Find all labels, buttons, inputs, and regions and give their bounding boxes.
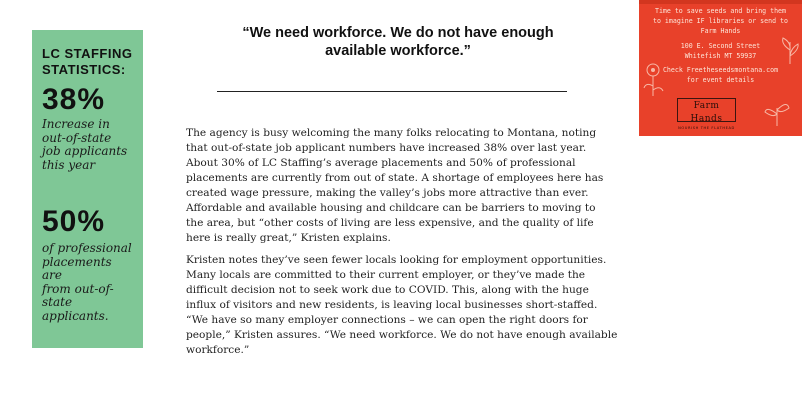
stat-desc-line: out-of-state	[42, 130, 112, 145]
text-line: Affordable and available housing and childcare can be barriers to moving to	[186, 202, 596, 214]
text-line: that out-of-state job applicant numbers have increased 38% over last year.	[186, 142, 587, 154]
ad-link-line[interactable]: Check Freetheseedsmontana.com	[662, 66, 779, 75]
stat-desc-line: of professional	[42, 241, 132, 255]
text-line: workforce.”	[186, 344, 250, 356]
ad-line: Time to save seeds and bring them	[654, 7, 786, 15]
ad-line: for event details	[686, 76, 755, 85]
stat-description-applicants	[42, 118, 135, 172]
text-line: Kristen notes they’ve seen fewer locals looking for employment opportunities.	[186, 254, 607, 266]
text-line: here is really great,” Kristen explains.	[186, 232, 391, 244]
text-line: “We have so many employer connections – we can open the right doors for	[186, 314, 588, 326]
stat-desc-line: applicants.	[42, 308, 109, 323]
ad-line: to imagine IF libraries or send to	[653, 17, 788, 26]
stat-value-placements: 50%	[42, 205, 106, 238]
stats-sidebar	[32, 30, 143, 348]
article-paragraph-2	[186, 253, 618, 358]
text-line: influx of visitors and new residents, is leaving local businesses short-staffed.	[186, 299, 598, 311]
ad-line: Farm Hands	[700, 27, 741, 36]
stat-desc-line: job applicants	[42, 144, 128, 158]
pull-quote-line1: “We need workforce. We do not have enough	[242, 25, 554, 41]
farm-hands-ad[interactable]	[639, 0, 802, 136]
stat-desc-line: from out-of-	[42, 281, 114, 296]
text-line: The agency is busy welcoming the many folks relocating to Montana, noting	[186, 127, 597, 139]
sprout-icon	[759, 96, 795, 128]
stats-title	[42, 46, 135, 78]
text-line: About 30% of LC Staffing’s average placements and 50% of professional	[186, 157, 576, 169]
text-line: the area, but “other costs of living are less expensive, and the quality of life	[186, 217, 594, 229]
article-body	[186, 126, 618, 358]
text-line: Many locals are committed to their current employer, or they’ve made the	[186, 269, 586, 281]
article-paragraph-1	[186, 126, 604, 246]
stat-desc-line: state	[42, 295, 73, 309]
stat-desc-line: this year	[42, 157, 96, 172]
logo-main-text: Farm Hands	[690, 101, 723, 124]
farm-hands-logo	[677, 98, 736, 130]
stats-title-line1: LC STAFFING	[42, 46, 133, 61]
stats-title-line2: STATISTICS:	[42, 62, 126, 77]
stat-value-applicants: 38%	[42, 83, 106, 116]
ad-line: 100 E. Second Street	[680, 41, 761, 50]
ad-top-band	[639, 0, 802, 4]
pull-quote-line2: available workforce.”	[325, 43, 471, 59]
stat-desc-line: Increase in	[42, 117, 110, 131]
pull-quote	[218, 24, 578, 60]
ad-text	[639, 6, 802, 85]
text-line: people,” Kristen assures. “We need workforce. We do not have enough available	[186, 329, 618, 341]
ad-line: Whitefish MT 59937	[684, 51, 757, 60]
text-line: difficult decision not to seek work due to COVID. This, along with the huge	[186, 284, 589, 296]
text-line: created wage pressure, making the valley’s jobs more attractive than ever.	[186, 187, 589, 199]
stat-desc-line: placements are	[42, 254, 112, 282]
divider-rule	[217, 91, 567, 92]
logo-sub-text: NOURISH THE FLATHEAD	[678, 126, 735, 130]
stat-description-placements	[42, 242, 135, 323]
text-line: placements are currently from out of state. A shortage of employees here has	[186, 172, 604, 184]
